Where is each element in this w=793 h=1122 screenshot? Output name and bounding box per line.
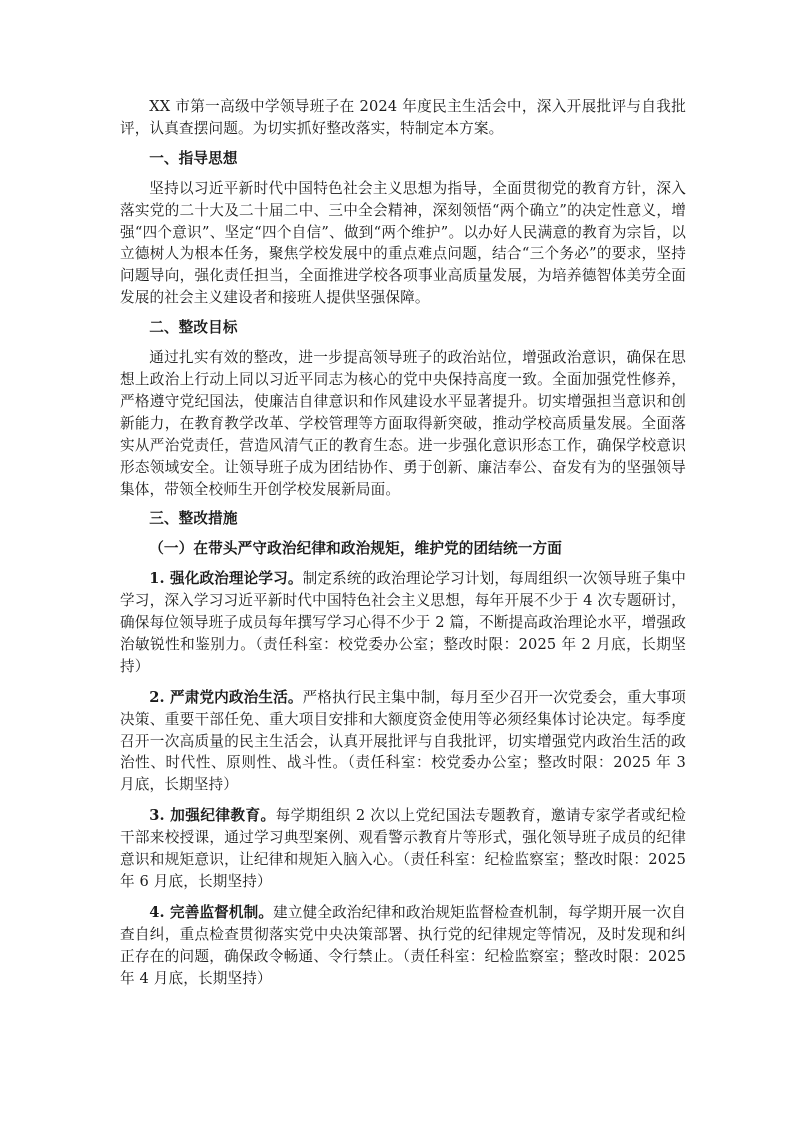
measure-item <box>120 805 686 893</box>
document-page <box>120 96 686 999</box>
measure-item-text: 每学期组织 2 次以上党纪国法专题教育，邀请专家学者或纪检干部来校授课，通过学习典型案例、观看警示教育片等形式，强化领导班子成员的纪律意识和规矩意识，让纪律和规矩入脑入心。（责任科室：纪检监察室；整改时限：2025 年 6 月底，长期坚持） <box>120 807 686 890</box>
measure-item-title: 2. 严肃党内政治生活。 <box>149 688 303 706</box>
measure-item <box>120 902 686 990</box>
measure-item-title: 3. 加强纪律教育。 <box>149 807 276 825</box>
intro-paragraph: XX 市第一高级中学领导班子在 2024 年度民主生活会中，深入开展批评与自我批评，认真查摆问题。为切实抓好整改落实，特制定本方案。 <box>120 98 686 137</box>
heading-rectification-measures: 三、整改措施 <box>149 510 238 528</box>
guiding-ideology-paragraph: 坚持以习近平新时代中国特色社会主义思想为指导，全面贯彻党的教育方针，深入落实党的二十大及二十届二中、三中全会精神，深刻领悟“两个确立”的决定性意义，增强“四个意识”、坚定“四个自信”、做到“两个维护”。以办好人民满意的教育为宗旨，以立德树人为根本任务，聚焦学校发展中的重点难点问题，结合“三个务必”的要求，坚持问题导向，强化责任担当，全面推进学校各项事业高质量发展，为培养德智体美劳全面发展的社会主义建设者和接班人提供坚强保障。 <box>120 179 686 307</box>
rectification-goals-paragraph: 通过扎实有效的整改，进一步提高领导班子的政治站位，增强政治意识，确保在思想上政治上行动上同以习近平同志为核心的党中央保持高度一致。全面加强党性修养，严格遵守党纪国法，使廉洁自律意识和作风建设水平显著提升。切实增强担当意识和创新能力，在教育教学改革、学校管理等方面取得新突破，推动学校高质量发展。全面落实从严治党责任，营造风清气正的教育生态。进一步强化意识形态工作，确保学校意识形态领域安全。让领导班子成为团结协作、勇于创新、廉洁奉公、奋发有为的坚强领导集体，带领全校师生开创学校发展新局面。 <box>120 349 686 498</box>
measure-item-title: 4. 完善监督机制。 <box>149 903 274 921</box>
measure-item-text: 严格执行民主集中制，每月至少召开一次党委会，重大事项决策、重要干部任免、重大项目安排和大额度资金使用等必须经集体讨论决定。每季度召开一次高质量的民主生活会，认真开展批评与自我批评，切实增强党内政治生活的政治性、时代性、原则性、战斗性。（责任科室：校党委办公室；整改时限：2025 年 3 月底，长期坚持） <box>120 688 686 794</box>
subheading-political-discipline: （一）在带头严守政治纪律和政治规矩，维护党的团结统一方面 <box>149 540 563 558</box>
measure-item <box>120 687 686 797</box>
measure-item-text: 建立健全政治纪律和政治规矩监督检查机制，每学期开展一次自查自纠，重点检查贯彻落实党中央决策部署、执行党的纪律规定等情况，及时发现和纠正存在的问题，确保政令畅通、令行禁止。（责任科室：纪检监察室；整改时限：2025 年 4 月底，长期坚持） <box>120 903 686 987</box>
measure-item-title: 1. 强化政治理论学习。 <box>149 570 303 588</box>
heading-rectification-goals: 二、整改目标 <box>149 319 238 337</box>
heading-guiding-ideology: 一、指导思想 <box>149 149 238 167</box>
measure-item-text: 制定系统的政治理论学习计划，每周组织一次领导班子集中学习，深入学习习近平新时代中国特色社会主义思想，每年开展不少于 4 次专题研讨，确保每位领导班子成员每年撰写学习心得不少于 2 篇，不断提高政治理论水平，增强政治敏锐性和鉴别力。（责任科室：校党委办公室；整改时限：2025 年 2 月底，长期坚持） <box>120 570 686 675</box>
measure-item <box>120 568 686 678</box>
